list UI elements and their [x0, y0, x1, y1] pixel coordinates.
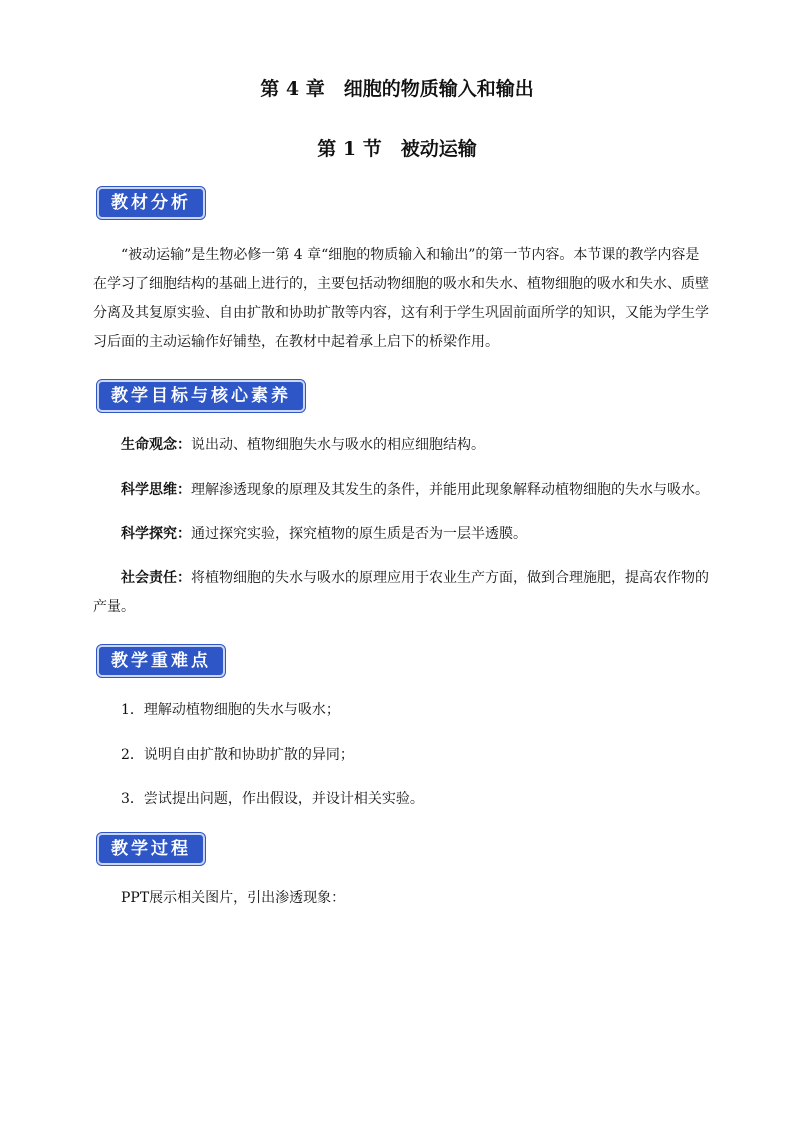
- analysis-paragraph: “被动运输”是生物必修一第 4 章“细胞的物质输入和输出”的第一节内容。本节课的教学内容是在学习了细胞结构的基础上进行的，主要包括动物细胞的吸水和失水、植物细胞的吸水和失水、质壁分离及其复原实验、自由扩散和协助扩散等内容，这有利于学生巩固前面所学的知识，又能为学生学习后面的主动运输作好铺垫，在教材中起着承上启下的桥梁作用。: [93, 247, 709, 350]
- objective-text: 说出动、植物细胞失水与吸水的相应细胞结构。: [191, 437, 485, 453]
- heading-badge-objectives: 教学目标与核心素养: [97, 380, 305, 412]
- objective-item: [121, 434, 711, 456]
- key-point-item: 2．说明自由扩散和协助扩散的异同；: [121, 747, 354, 763]
- objective-label: 生命观念：: [121, 437, 191, 453]
- section-title: 第 1 节 被动运输: [317, 138, 477, 160]
- process-paragraph: PPT展示相关图片，引出渗透现象：: [121, 890, 346, 906]
- heading-badge-key-points: 教学重难点: [97, 645, 225, 677]
- objective-item: [121, 523, 711, 545]
- objective-text: 通过探究实验，探究植物的原生质是否为一层半透膜。: [191, 526, 527, 542]
- objective-text: 将植物细胞的失水与吸水的原理应用于农业生产方面，做到合理施肥，提高农作物的产量。: [93, 570, 709, 615]
- objective-item: [121, 479, 711, 501]
- objective-label: 科学探究：: [121, 526, 191, 542]
- objective-text: 理解渗透现象的原理及其发生的条件，并能用此现象解释动植物细胞的失水与吸水。: [191, 482, 709, 498]
- objective-label: 社会责任：: [121, 570, 191, 586]
- key-point-item: 3．尝试提出问题，作出假设，并设计相关实验。: [121, 791, 424, 807]
- objective-item: [93, 564, 711, 622]
- heading-badge-analysis: 教材分析: [97, 187, 205, 219]
- heading-badge-process: 教学过程: [97, 833, 205, 865]
- objective-label: 科学思维：: [121, 482, 191, 498]
- chapter-title: 第 4 章 细胞的物质输入和输出: [260, 78, 534, 100]
- key-point-item: 1．理解动植物细胞的失水与吸水；: [121, 702, 340, 718]
